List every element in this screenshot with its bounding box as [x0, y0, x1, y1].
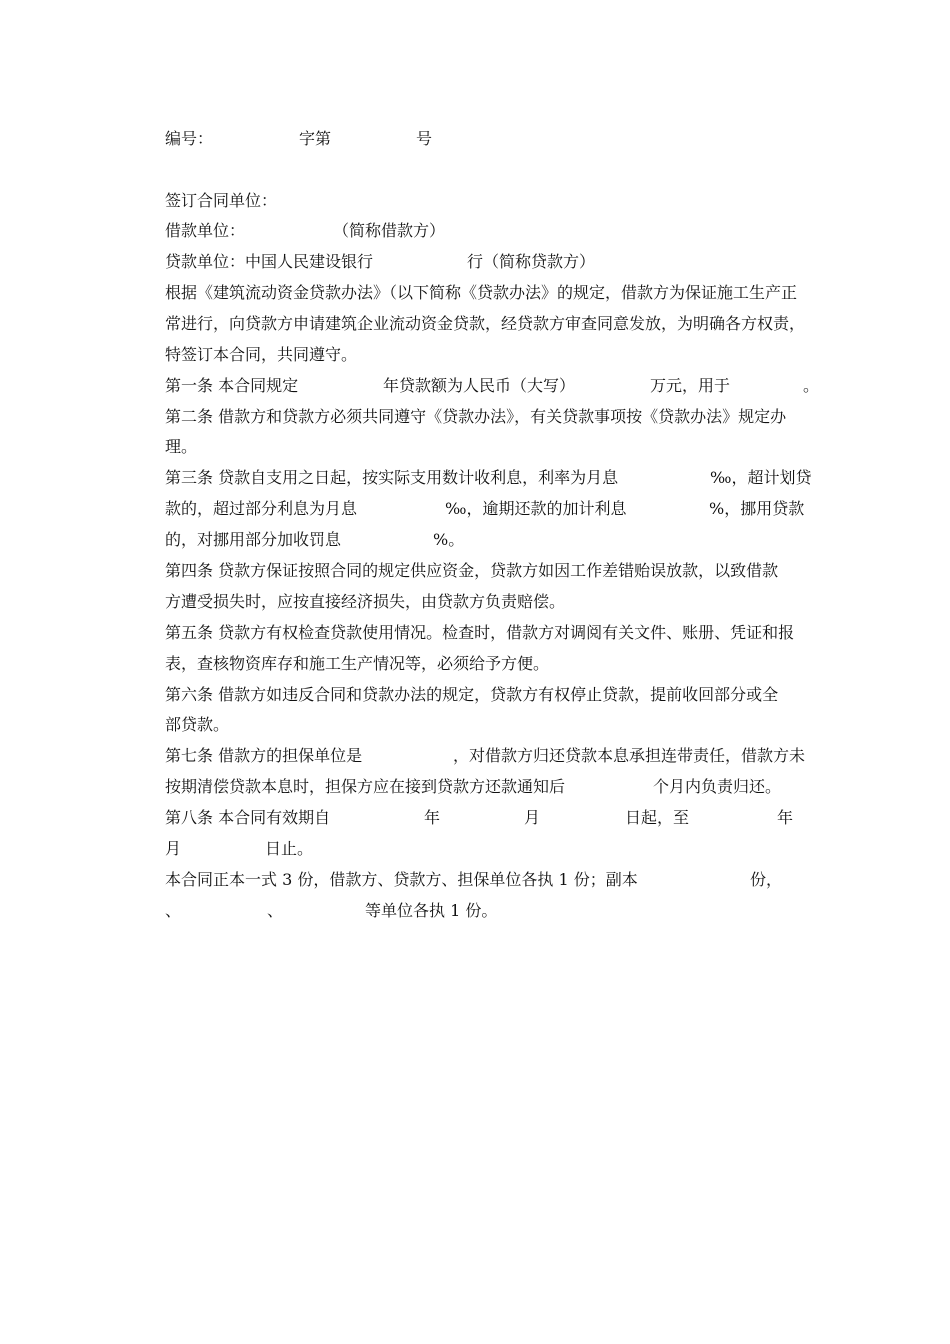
article-8-a: 第八条 本合同有效期自	[165, 808, 331, 827]
article-1-part-a: 第一条 本合同规定	[165, 376, 299, 395]
article-8-b: 年	[424, 808, 441, 827]
article-8-f: 月	[165, 839, 182, 858]
article-5-line-2: 表，查核物资库存和施工生产情况等，必须给予方便。	[165, 654, 550, 673]
lender-abbr: 行（简称贷款方）	[467, 252, 596, 271]
article-8-g: 日止。	[265, 839, 314, 858]
article-7-l1a: 第七条 借款方的担保单位是	[165, 746, 363, 765]
article-3-l2a: 款的，超过部分利息为月息	[165, 499, 358, 518]
preamble-line-1: 根据《建筑流动资金贷款办法》（以下简称《贷款办法》的规定，借款方为保证施工生产正	[165, 283, 798, 302]
article-4-line-1: 第四条 贷款方保证按照合同的规定供应资金，贷款方如因工作差错贻误放款，以致借款	[165, 561, 779, 580]
article-8-c: 月	[524, 808, 541, 827]
article-5-line-1: 第五条 贷款方有权检查贷款使用情况。检查时，借款方对调阅有关文件、账册、凭证和报	[165, 623, 795, 642]
article-3-l2b: ‰，逾期还款的加计利息	[445, 499, 627, 518]
article-3-l2c: %，挪用贷款	[709, 499, 805, 518]
signing-units-heading: 签订合同单位：	[165, 191, 278, 210]
copies-l2c: 等单位各执 1 份。	[365, 901, 498, 920]
article-7-l2b: 个月内负责归还。	[653, 777, 782, 796]
preamble-line-2: 常进行，向贷款方申请建筑企业流动资金贷款，经贷款方审查同意发放，为明确各方权责，	[165, 314, 806, 333]
article-3-l1b: ‰，超计划贷	[710, 468, 812, 487]
article-2-line-2: 理。	[165, 437, 198, 456]
article-3-l1a: 第三条 贷款自支用之日起，按实际支用数计收利息，利率为月息	[165, 468, 619, 487]
article-8-e: 年	[777, 808, 794, 827]
article-1-part-d: 。	[803, 376, 820, 395]
number-hao: 号	[416, 129, 433, 148]
preamble-line-3: 特签订本合同，共同遵守。	[165, 345, 358, 364]
number-zi-di: 字第	[299, 129, 332, 148]
article-3-l3a: 的，对挪用部分加收罚息	[165, 530, 342, 549]
copies-l1a: 本合同正本一式 3 份，借款方、贷款方、担保单位各执 1 份；副本	[165, 870, 638, 889]
copies-l1b: 份，	[750, 870, 783, 889]
article-8-d: 日起，至	[625, 808, 690, 827]
borrower-label: 借款单位：	[165, 221, 246, 240]
lender-label: 贷款单位：中国人民建设银行	[165, 252, 374, 271]
article-6-line-1: 第六条 借款方如违反合同和贷款办法的规定，贷款方有权停止贷款，提前收回部分或全	[165, 685, 779, 704]
copies-l2a: 、	[165, 901, 182, 920]
article-1-part-c: 万元，用于	[650, 376, 731, 395]
article-2-line-1: 第二条 借款方和贷款方必须共同遵守《贷款办法》，有关贷款事项按《贷款办法》规定办	[165, 407, 787, 426]
borrower-abbr: （简称借款方）	[333, 221, 446, 240]
article-7-l1b: ，对借款方归还贷款本息承担连带责任，借款方未	[453, 746, 806, 765]
copies-l2b: 、	[267, 901, 284, 920]
article-7-l2a: 按期清偿贷款本息时，担保方应在接到贷款方还款通知后	[165, 777, 566, 796]
article-4-line-2: 方遭受损失时，应按直接经济损失，由贷款方负责赔偿。	[165, 592, 566, 611]
article-6-line-2: 部贷款。	[165, 715, 230, 734]
number-label: 编号：	[165, 129, 214, 148]
article-3-l3b: %。	[433, 530, 465, 549]
article-1-part-b: 年贷款额为人民币（大写）	[383, 376, 576, 395]
